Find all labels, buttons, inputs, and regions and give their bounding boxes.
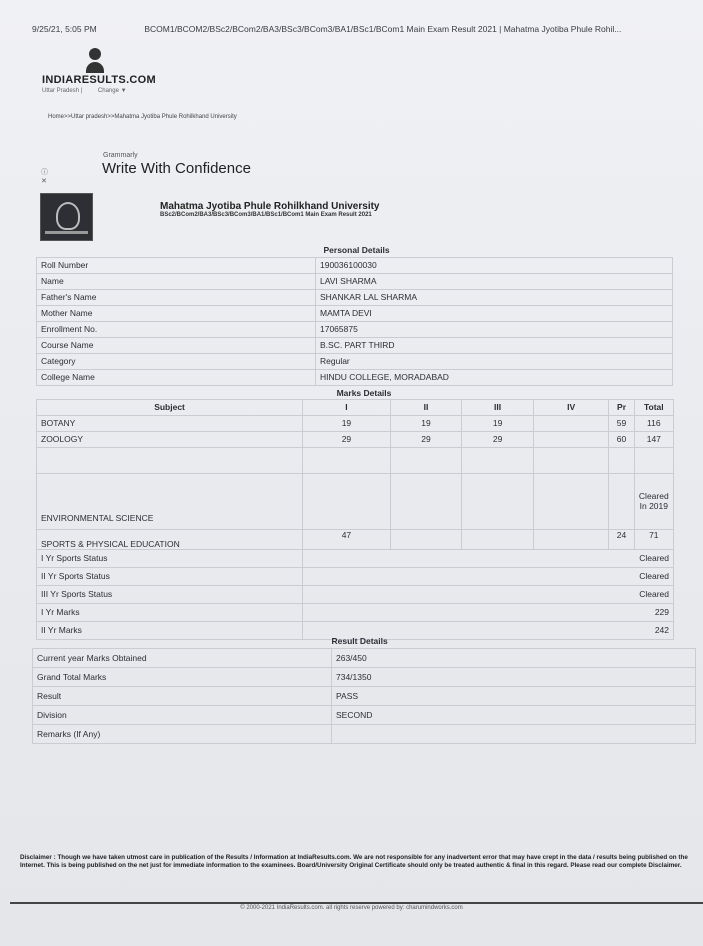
division-label: Division — [33, 705, 332, 724]
personal-details-heading: Personal Details — [316, 243, 673, 257]
marks-details-table — [36, 388, 674, 640]
zoology-total: 147 — [634, 431, 673, 447]
result-details-heading: Result Details — [332, 634, 696, 648]
sports-status-2-value: Cleared — [303, 567, 674, 585]
result-value: PASS — [332, 686, 696, 705]
zoology-pr: 60 — [609, 431, 634, 447]
region-selector[interactable] — [42, 88, 141, 94]
zoology-iii: 29 — [462, 431, 534, 447]
print-header — [32, 24, 621, 34]
paper-iv-header: IV — [533, 399, 609, 415]
grand-total-label: Grand Total Marks — [33, 667, 332, 686]
print-timestamp: 9/25/21, 5:05 PM — [32, 24, 97, 34]
name-label: Name — [37, 273, 316, 289]
college-label: College Name — [37, 369, 316, 385]
mother-name-value: MAMTA DEVI — [316, 305, 673, 321]
year-1-marks-value: 229 — [303, 603, 674, 621]
category-value: Regular — [316, 353, 673, 369]
paper-ii-header: II — [390, 399, 462, 415]
brand-name: INDIARESULTS.COM — [42, 74, 156, 86]
university-crest-icon — [40, 193, 93, 241]
ad-controls — [41, 168, 48, 186]
copyright-footer: © 2000-2021 IndiaResults.com. all rights reserve powered by: charumindworks.com — [240, 905, 463, 911]
category-label: Category — [37, 353, 316, 369]
enrollment-value: 17065875 — [316, 321, 673, 337]
env-science-total: Cleared In 2019 — [634, 473, 673, 529]
exam-title: BSc2/BCom2/BA3/BSc3/BCom3/BA1/BSc1/BCom1 Main Exam Result 2021 — [160, 212, 372, 218]
close-icon[interactable]: ✕ — [41, 178, 47, 185]
paper-iii-header: III — [462, 399, 534, 415]
roll-number-label: Roll Number — [37, 257, 316, 273]
grand-total-value: 734/1350 — [332, 667, 696, 686]
year-2-marks-value: 242 — [303, 621, 674, 639]
ad-sponsor: Grammarly — [103, 152, 138, 159]
change-region-link[interactable]: Change ▼ — [97, 88, 127, 94]
marks-details-heading: Marks Details — [336, 388, 392, 399]
result-label: Result — [33, 686, 332, 705]
botany-pr: 59 — [609, 415, 634, 431]
sports-status-1-value: Cleared — [303, 549, 674, 567]
env-science-subject: ENVIRONMENTAL SCIENCE — [37, 473, 303, 529]
botany-iii: 19 — [462, 415, 534, 431]
info-icon[interactable]: ⓘ — [41, 169, 48, 176]
sports-status-3-value: Cleared — [303, 585, 674, 603]
table-row — [37, 473, 674, 529]
botany-total: 116 — [634, 415, 673, 431]
table-row — [37, 431, 674, 447]
personal-details-table — [36, 243, 673, 386]
breadcrumb[interactable]: Home>>Uttar pradesh>>Mahatma Jyotiba Phule Rohilkhand University — [48, 114, 237, 120]
name-value: LAVI SHARMA — [316, 273, 673, 289]
result-details-table — [32, 634, 696, 744]
zoology-i: 29 — [303, 431, 391, 447]
father-name-label: Father's Name — [37, 289, 316, 305]
father-name-value: SHANKAR LAL SHARMA — [316, 289, 673, 305]
person-icon — [86, 48, 104, 74]
current-marks-value: 263/450 — [332, 648, 696, 667]
sports-status-3-label: III Yr Sports Status — [37, 585, 303, 603]
zoology-subject: ZOOLOGY — [37, 431, 303, 447]
college-value: HINDU COLLEGE, MORADABAD — [316, 369, 673, 385]
ad-headline[interactable]: Write With Confidence — [102, 160, 251, 177]
remarks-label: Remarks (If Any) — [33, 724, 332, 743]
disclaimer-text: Disclaimer : Though we have taken utmost care in publication of the Results / Information at IndiaResults.com. We are not responsible for any inadvertent error that may have crept in the data / results being published on the Internet. This is being published on the net just for immediate information to the examinees. Board/University Original Certificate should only be treated authentic & final in this regard. Please read our complete Disclaimer. — [20, 854, 688, 869]
year-2-marks-label: II Yr Marks — [37, 621, 303, 639]
sports-i: 47 — [303, 529, 391, 549]
university-name: Mahatma Jyotiba Phule Rohilkhand University — [160, 201, 380, 212]
table-row — [37, 529, 674, 549]
botany-ii: 19 — [390, 415, 462, 431]
table-row — [37, 415, 674, 431]
zoology-ii: 29 — [390, 431, 462, 447]
sports-status-1-label: I Yr Sports Status — [37, 549, 303, 567]
remarks-value — [332, 724, 696, 743]
sports-status-2-label: II Yr Sports Status — [37, 567, 303, 585]
enrollment-label: Enrollment No. — [37, 321, 316, 337]
paper-i-header: I — [303, 399, 391, 415]
subject-header: Subject — [37, 399, 303, 415]
botany-subject: BOTANY — [37, 415, 303, 431]
footer-divider — [10, 902, 703, 904]
course-label: Course Name — [37, 337, 316, 353]
year-1-marks-label: I Yr Marks — [37, 603, 303, 621]
mother-name-label: Mother Name — [37, 305, 316, 321]
current-marks-label: Current year Marks Obtained — [33, 648, 332, 667]
region-label: Uttar Pradesh | — [42, 88, 83, 94]
course-value: B.SC. PART THIRD — [316, 337, 673, 353]
division-value: SECOND — [332, 705, 696, 724]
total-header: Total — [634, 399, 673, 415]
practical-header: Pr — [609, 399, 634, 415]
sports-pr: 24 — [609, 529, 634, 549]
print-page-title: BCOM1/BCOM2/BSc2/BCom2/BA3/BSc3/BCom3/BA1/BSc1/BCom1 Main Exam Result 2021 | Mahatma Jyotiba Phule Rohil... — [144, 24, 622, 34]
roll-number-value: 190036100030 — [316, 257, 673, 273]
sports-subject: SPORTS & PHYSICAL EDUCATION — [37, 529, 303, 549]
sports-total: 71 — [634, 529, 673, 549]
botany-i: 19 — [303, 415, 391, 431]
